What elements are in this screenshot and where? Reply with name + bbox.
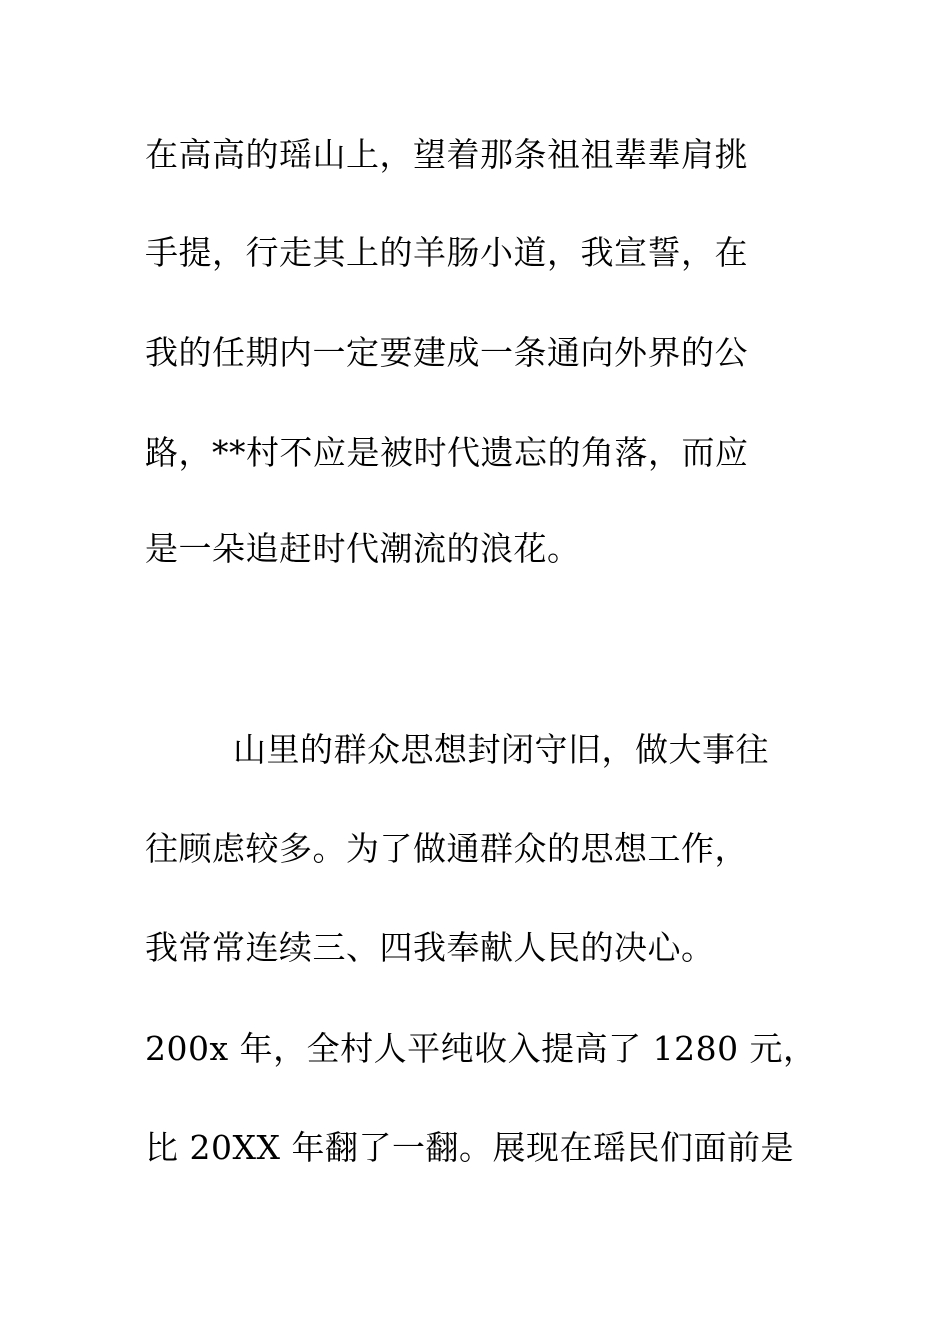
paragraph-2-line-5: 比 20XX 年翻了一翻。展现在瑶民们面前是 xyxy=(145,1128,794,1167)
paragraph-1-line-4: 路，**村不应是被时代遗忘的角落，而应 xyxy=(145,433,749,472)
paragraph-2-line-4: 200x 年，全村人平纯收入提高了 1280 元， xyxy=(145,1029,817,1068)
paragraph-2-line-3: 我常常连续三、四我奉献人民的决心。 xyxy=(145,928,715,967)
paragraph-1-line-2: 手提，行走其上的羊肠小道，我宣誓，在 xyxy=(145,233,748,272)
paragraph-1-line-1: 在高高的瑶山上，望着那条祖祖辈辈肩挑 xyxy=(145,135,748,174)
paragraph-2-line-2: 往顾虑较多。为了做通群众的思想工作， xyxy=(145,829,748,868)
paragraph-2-line-1: 山里的群众思想封闭守旧，做大事往 xyxy=(233,730,769,769)
paragraph-1-line-3: 我的任期内一定要建成一条通向外界的公 xyxy=(145,333,748,372)
paragraph-1-line-5: 是一朵追赶时代潮流的浪花。 xyxy=(145,529,581,568)
